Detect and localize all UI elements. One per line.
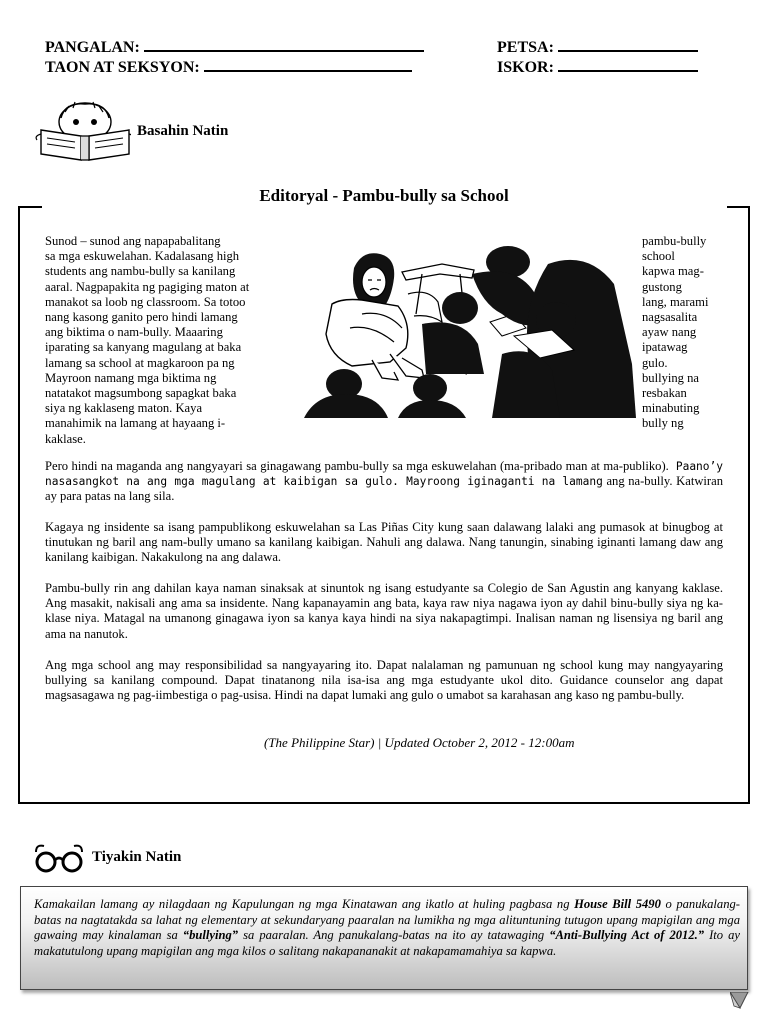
left-line: natatakot magsumbong sapagkat baka (45, 386, 237, 401)
left-line: Sunod – sunod ang napapabalitang (45, 234, 221, 248)
year-section-label: TAON AT SEKSYON: (45, 59, 200, 76)
left-line: nang kasong ganito pero hindi lamang (45, 310, 238, 325)
article-left-column (45, 234, 295, 447)
right-line: ipatawag (642, 340, 688, 355)
article-paragraph-2: Kagaya ng insidente sa isang pampublikong eskuwelahan sa Las Piñas City kung saan dalawang lalaki ang pumasok at binugbog at tinutukan ng baril ang nam-bully umano sa kanilang kaibigan. Nahuli ang dalawa. Nang tanungin, sinabing iginanti lamang daw ang kanilang kaibigan. Nakakulong na ang dalawa. (45, 520, 723, 565)
score-label: ISKOR: (497, 59, 554, 76)
p1-text-a: Pero hindi na maganda ang nangyayari sa ginagawang pambu-bully sa mga eskuwelahan (ma-pribado man at ma-publiko). (45, 459, 669, 473)
right-line: gustong (642, 279, 682, 294)
eyeglasses-icon (32, 840, 86, 874)
section-read-heading (35, 100, 228, 162)
date-field (497, 38, 698, 57)
left-line: aaral. Nagpapakita ng pagiging maton at (45, 279, 250, 294)
right-line: nagsasalita (642, 310, 698, 325)
article-paragraph-4: Ang mga school ang may responsibilidad sa nangyayaring ito. Dapat nalalaman ng pamunuan ng school kung may nangyayaring bullying sa kanilang compound. Dapat tinatanong nila isa-isa ang mga estudyante ukol dito. Guidance counselor ang dapat magsasagawa ng pag-iimbestiga o pag-usisa. Hindi na dapat lumaki ang gulo o umabot sa karahasan ang kaso ng pambu-bully. (45, 658, 723, 703)
page-curl-icon (730, 992, 750, 1010)
left-line: siya ng kaklaseng maton. Kaya (45, 401, 203, 416)
right-line: pambu-bully (642, 234, 707, 248)
left-line: lamang sa school at magkaroon pa ng (45, 355, 235, 370)
section-read-label: Basahin Natin (137, 122, 229, 139)
article-paragraph-1 (45, 459, 723, 505)
note-text (34, 897, 740, 959)
right-line: school (642, 249, 675, 264)
name-field (45, 38, 424, 57)
section-check-heading (32, 840, 181, 874)
left-line: iparating sa kanyang magulang at baka (45, 340, 242, 355)
right-line: bully ng (642, 416, 684, 431)
left-line: sa mga eskuwelahan. Kadalasang high (45, 249, 240, 264)
article-paragraph-3: Pambu-bully rin ang dahilan kaya naman sinaksak at sinuntok ng isang estudyante sa Colegio de San Agustin ang kanyang kaklase. Ang masakit, nakisali ang ama sa insidente. Nang kapanayamin ang bata, kaya raw niya nagawa iyon ay dahil binu-bully siya ng ka-klase niya. Matagal na umanong ginagawa iyon sa kanya kaya hindi na siya nakapagtimpi. Inalisan naman ng lisensiya ng baril ang ama na nanutok. (45, 581, 723, 641)
note-bullying: “bullying” (182, 928, 239, 943)
note-text-2: o panukalang-batas na nagtatakda sa lahat ng elementary at sekundaryang paaralan na lumikha ng mga alituntuning tutugon upang mapigilan ang mga gawaing may kinalaman sa (34, 897, 740, 943)
bullying-scene-illustration (302, 244, 636, 418)
right-line: kapwa mag- (642, 264, 704, 279)
section-check-label: Tiyakin Natin (92, 848, 182, 865)
article-right-column (642, 234, 724, 432)
article-title: Editoryal - Pambu-bully sa School (259, 186, 509, 205)
note-text-1: Kamakailan lamang ay nilagdaan ng Kapulungan ng mga Kinatawan ang ikatlo at huling pagbasa ng (34, 897, 575, 911)
score-blank (558, 58, 698, 72)
date-label: PETSA: (497, 39, 554, 56)
note-act: “Anti-Bullying Act of 2012.” (549, 928, 705, 943)
left-line: students ang nambu-bully sa kanilang (45, 264, 236, 279)
date-blank (558, 38, 698, 52)
p1-text-b: Paano’y nasasangkot na ang mga magulang at kaibigan sa gulo. Mayroong iginaganti na lamang (45, 460, 723, 489)
right-line: bullying na (642, 370, 700, 385)
year-section-blank (204, 58, 412, 72)
p1-text-c: ang na-bully. Katwiran ay para patas na lang sila. (45, 474, 723, 504)
right-line: resbakan (642, 386, 687, 401)
left-line: manahimik na lamang at hayaang i- (45, 416, 226, 431)
note-text-4: Ito ay makatutulong upang mapigilan ang mga kilos o salitang nakapananakit at nakapamamahiya sa kapwa. (34, 928, 740, 958)
score-field (497, 58, 698, 77)
left-line: ang biktima o nam-bully. Maaaring (45, 325, 223, 340)
name-blank (144, 38, 424, 52)
right-line: minabuting (642, 401, 700, 416)
article-source: (The Philippine Star) | Updated October 2, 2012 - 12:00am (264, 735, 575, 750)
right-line: ayaw nang (642, 325, 697, 340)
reading-child-icon (35, 100, 131, 162)
note-bill: House Bill 5490 (574, 897, 661, 911)
left-line: kaklase. (45, 431, 86, 446)
right-line: gulo. (642, 355, 668, 370)
note-text-3: sa paaralan. Ang panukalang-batas na ito ay tatawaging (238, 928, 550, 943)
left-line: Mayroon namang mga biktima ng (45, 370, 217, 385)
left-line: manakot sa loob ng classroom. Sa totoo (45, 294, 246, 309)
name-label: PANGALAN: (45, 39, 140, 56)
right-line: lang, marami (642, 294, 709, 309)
year-section-field (45, 58, 412, 77)
